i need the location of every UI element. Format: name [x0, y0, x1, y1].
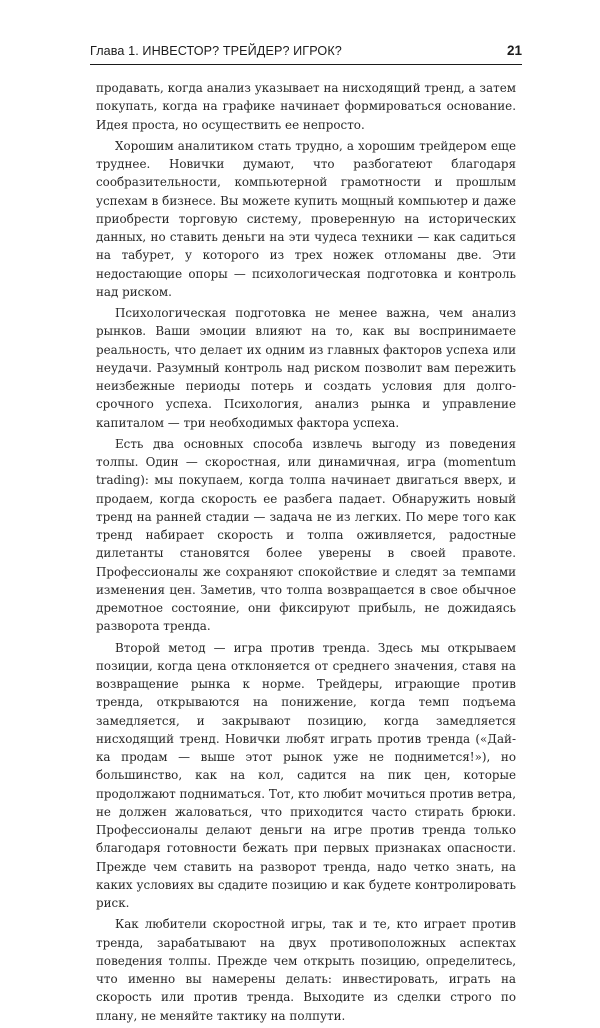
paragraph: Психологическая подготовка не менее важна, чем анализ рынков. Ваши эмоции влияют на то, как вы воспринимаете реальность, что делает их одним из главных факторов успеха или неудачи. Разумный контроль над риском позволит вам пережить неизбежные периоды потерь и создать условия для долгосрочного успеха. Психология, анализ рынка и управление капиталом — три необходимых фактора успеха. — [96, 306, 516, 430]
chapter-title: Глава 1. ИНВЕСТОР? ТРЕЙДЕР? ИГРОК? — [90, 44, 342, 58]
paragraph-continuation: продавать, когда анализ указывает на нисходящий тренд, а затем покупать, когда на графике начинает формироваться основание. Идея проста, но осуществить ее непросто. — [96, 81, 516, 132]
running-header — [90, 38, 522, 65]
text-body — [96, 79, 516, 1028]
paragraph: Второй метод — игра против тренда. Здесь мы открываем позиции, когда цена отклоняется от среднего значения, ставя на возвращение рынка к норме. Трейдеры, играющие против тренда, открываются на понижение, когда темп подъема замедляется, и закрывают позицию, когда замедляется нисходящий тренд. Новички любят играть против тренда («Дай-ка продам — выше этот рынок уже не поднимется!»), но большинство, как на кол, садится на пик цен, которые продолжают подниматься. Тот, кто любит мочиться против ветра, не должен жаловаться, что приходится часто стирать брюки. Профессионалы делают деньги на игре против тренда только благодаря готовности бежать при первых признаках опасности. Прежде чем ставить на разворот тренда, надо четко знать, на каких условиях вы сдадите позицию и как будете контролировать риск. — [96, 640, 517, 910]
paragraph: Хорошим аналитиком стать трудно, а хорошим трейдером еще труднее. Новички думают, что разбогатеют благодаря сообразительности, компьютерной грамотности и прошлым успехам в бизнесе. Вы можете купить мощный компьютер и даже приобрести торговую систему, проверенную на исторических данных, но ставить деньги на эти чудеса техники — как садиться на табурет, у которого из трех ножек отломаны две. Эти недостающие опоры — психологическая подготовка и контроль над риском. — [96, 138, 516, 299]
paragraph: Как любители скоростной игры, так и те, кто играет против тренда, зарабатывают на двух противоположных аспектах поведения толпы. Прежде чем открыть позицию, определитесь, что именно вы намерены делать: инвестировать, играть на скорость или против тренда. Выходите из сделки строго по плану, не меняйте тактику на полпути. — [96, 917, 516, 1023]
page-number: 21 — [506, 43, 522, 58]
paragraph: Есть два основных способа извлечь выгоду из поведения толпы. Один — скоростная, или динамичная, игра (momentum trading): мы покупаем, когда толпа начинает двигаться вверх, и продаем, когда скорость ее разбега падает. Обнаружить новый тренд на ранней стадии — задача не из легких. По мере того как тренд набирает скорость и толпа оживляется, радостные дилетанты становятся более уверены в своей правоте. Профессионалы же сохраняют спокойствие и следят за темпами изменения цен. Заметив, что толпа возвращается в свое обычное дремотное состояние, они фиксируют прибыль, не дожидаясь разворота тренда. — [96, 436, 516, 634]
